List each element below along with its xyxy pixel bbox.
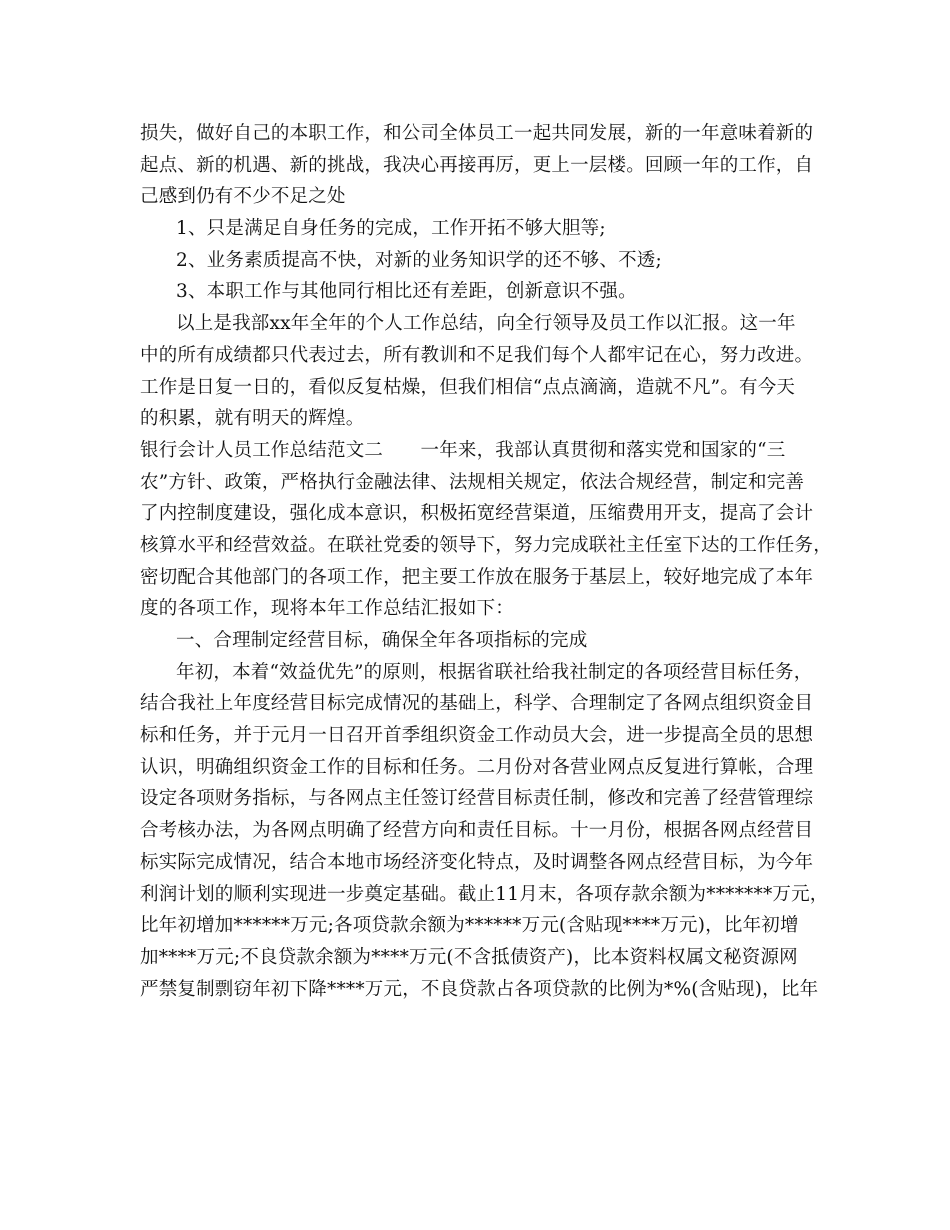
text-line: 2、业务素质提高不快，对新的业务知识学的还不够、不透;: [176, 249, 662, 271]
text-line: 设定各项财务指标，与各网点主任签订经营目标责任制，修改和完善了经营管理综: [140, 788, 814, 810]
text-line: 核算水平和经营效益。在联社党委的领导下，努力完成联社主任室下达的工作任务，: [140, 534, 832, 556]
text-line: 工作是日复一日的，看似反复枯燥，但我们相信“点点滴滴，造就不凡”。有今天: [140, 376, 796, 398]
text-line: 认识，明确组织资金工作的目标和任务。二月份对各营业网点反复进行算帐，合理: [140, 756, 814, 778]
text-line: 起点、新的机遇、新的挑战，我决心再接再厉，更上一层楼。回顾一年的工作，自: [140, 154, 814, 176]
text-line: 的积累，就有明天的辉煌。: [140, 408, 365, 430]
text-line: 度的各项工作，现将本年工作总结汇报如下：: [140, 598, 515, 620]
text-line: 以上是我部xx年全年的个人工作总结，向全行领导及员工作以汇报。这一年: [176, 313, 796, 335]
text-line: 密切配合其他部门的各项工作，把主要工作放在服务于基层上，较好地完成了本年: [140, 566, 814, 588]
text-line: 比年初增加******万元;各项贷款余额为******万元(含贴现****万元)，比年初增: [140, 915, 799, 937]
text-line: 1、只是满足自身任务的完成，工作开拓不够大胆等;: [176, 218, 606, 240]
text-line: 结合我社上年度经营目标完成情况的基础上，科学、合理制定了各网点组织资金目: [140, 693, 814, 715]
text-line: 一、合理制定经营目标，确保全年各项指标的完成: [176, 630, 588, 651]
text-line: 己感到仍有不少不足之处: [140, 186, 346, 208]
text-line: 合考核办法，为各网点明确了经营方向和责任目标。十一月份，根据各网点经营目: [140, 820, 814, 842]
document-body: [140, 118, 832, 1005]
text-line: 银行会计人员工作总结范文二 一年来，我部认真贯彻和落实党和国家的“三: [140, 439, 786, 461]
text-line: 农”方针、政策，严格执行金融法律、法规相关规定，依法合规经营，制定和完善: [140, 471, 805, 493]
text-line: 利润计划的顺利实现进一步奠定基础。截止11月末，各项存款余额为*******万元，: [140, 883, 829, 905]
text-line: 加****万元;不良贷款余额为****万元(不含抵债资产)，比本资料权属文秘资源网: [140, 946, 798, 968]
text-line: 3、本职工作与其他同行相比还有差距，创新意识不强。: [176, 281, 637, 303]
text-line: 损失，做好自己的本职工作，和公司全体员工一起共同发展，新的一年意味着新的: [140, 123, 814, 144]
text-line: 标实际完成情况，结合本地市场经济变化特点，及时调整各网点经营目标，为今年: [140, 851, 814, 873]
text-line: 了内控制度建设，强化成本意识，积极拓宽经营渠道，压缩费用开支，提高了会计: [140, 503, 814, 525]
text-line: 标和任务，并于元月一日召开首季组织资金工作动员大会，进一步提高全员的思想: [140, 725, 814, 747]
text-line: 中的所有成绩都只代表过去，所有教训和不足我们每个人都牢记在心，努力改进。: [140, 344, 814, 366]
text-line: 严禁复制剽窃年初下降****万元，不良贷款占各项贷款的比例为*%(含贴现)，比年: [140, 978, 819, 1000]
text-line: 年初，本着“效益优先”的原则，根据省联社给我社制定的各项经营目标任务，: [176, 661, 813, 683]
